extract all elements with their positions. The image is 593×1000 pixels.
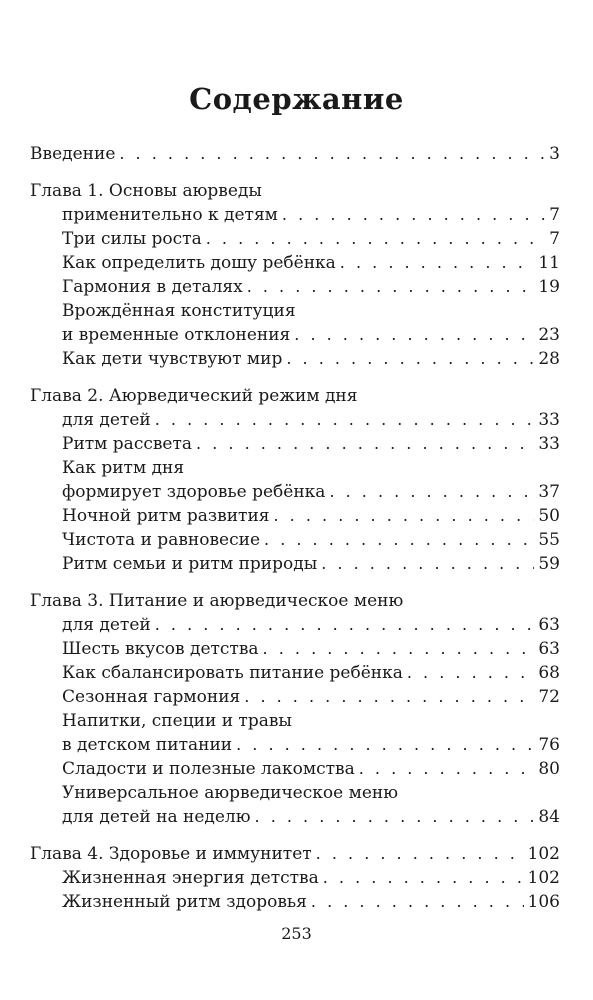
- toc-entry-page: 59: [538, 554, 560, 574]
- toc-entry-page: 11: [538, 253, 560, 273]
- dot-leader: [286, 347, 534, 371]
- toc-entry-title: Как дети чувствуют мир: [62, 349, 283, 369]
- toc-entry-title: и временные отклонения: [62, 325, 291, 345]
- toc-entry-title: Ритм семьи и ритм природы: [62, 554, 318, 574]
- toc-subentry: [30, 528, 560, 552]
- section-spacer: [30, 576, 560, 589]
- dot-leader: [294, 323, 534, 347]
- section-spacer: [30, 829, 560, 842]
- dot-leader: [282, 203, 545, 227]
- toc-entry-title: Введение: [30, 144, 116, 164]
- dot-leader: [155, 613, 535, 637]
- toc-subentry: [30, 552, 560, 576]
- toc-entry-title: Сладости и полезные лакомства: [62, 759, 355, 779]
- toc-entry-title: формирует здоровье ребёнка: [62, 482, 326, 502]
- toc-subentry: [30, 637, 560, 661]
- toc-entry-page: 84: [538, 807, 560, 827]
- toc-subentry: [30, 733, 560, 757]
- dot-leader: [264, 528, 534, 552]
- dot-leader: [119, 142, 545, 166]
- toc-subentry: [30, 781, 560, 805]
- toc-entry-page: 102: [527, 868, 560, 888]
- toc-entry-page: 76: [538, 735, 560, 755]
- toc-entry-page: 37: [538, 482, 560, 502]
- toc-entry-title: Жизненная энергия детства: [62, 868, 319, 888]
- dot-leader: [244, 685, 534, 709]
- dot-leader: [359, 757, 535, 781]
- dot-leader: [323, 866, 524, 890]
- toc-entry-page: 106: [527, 892, 560, 912]
- toc-entry-page: 68: [538, 663, 560, 683]
- toc-entry-title: Три силы роста: [62, 229, 202, 249]
- toc-entry-page: 33: [538, 434, 560, 454]
- toc-entry-title: Чистота и равновесие: [62, 530, 261, 550]
- toc-entry-page: 19: [538, 277, 560, 297]
- toc-entry-title: Универсальное аюрведическое меню: [62, 783, 399, 803]
- toc-subentry: [30, 805, 560, 829]
- toc-entry-page: 63: [538, 639, 560, 659]
- toc-subentry: [30, 757, 560, 781]
- dot-leader: [263, 637, 535, 661]
- toc-subentry: [30, 890, 560, 914]
- toc-chapter: [30, 142, 560, 166]
- toc-subentry: [30, 408, 560, 432]
- toc-subentry: [30, 613, 560, 637]
- toc-entry-page: 63: [538, 615, 560, 635]
- toc-entry-title: для детей на неделю: [62, 807, 251, 827]
- toc-entry-title: Как ритм дня: [62, 458, 185, 478]
- toc-subentry: [30, 275, 560, 299]
- toc-entry-title: Глава 3. Питание и аюрведическое меню: [30, 591, 404, 611]
- toc-chapter: [30, 179, 560, 203]
- dot-leader: [316, 842, 524, 866]
- toc-subentry: [30, 227, 560, 251]
- page-title: Содержание: [189, 82, 404, 116]
- toc-entry-title: Гармония в деталях: [62, 277, 243, 297]
- toc-entry-title: Как определить дошу ребёнка: [62, 253, 336, 273]
- toc-entry-page: 3: [549, 144, 560, 164]
- toc-subentry: [30, 685, 560, 709]
- toc-entry-title: Шесть вкусов детства: [62, 639, 259, 659]
- dot-leader: [206, 227, 545, 251]
- dot-leader: [274, 504, 535, 528]
- toc-subentry: [30, 347, 560, 371]
- dot-leader: [329, 480, 534, 504]
- toc-entry-title: Глава 1. Основы аюрведы: [30, 181, 262, 201]
- toc-entry-page: 72: [538, 687, 560, 707]
- section-spacer: [30, 371, 560, 384]
- toc-entry-title: для детей: [62, 615, 151, 635]
- toc-entry-title: Врождённая конституция: [62, 301, 296, 321]
- toc-entry-page: 80: [538, 759, 560, 779]
- dot-leader: [407, 661, 534, 685]
- toc-entry-title: Ритм рассвета: [62, 434, 193, 454]
- section-spacer: [30, 166, 560, 179]
- toc-subentry: [30, 251, 560, 275]
- toc-chapter: [30, 842, 560, 866]
- toc-subentry: [30, 299, 560, 323]
- toc-entry-title: Жизненный ритм здоровья: [62, 892, 307, 912]
- toc-chapter: [30, 384, 560, 408]
- toc-entry-title: Сезонная гармония: [62, 687, 241, 707]
- dot-leader: [321, 552, 534, 576]
- dot-leader: [247, 275, 535, 299]
- toc-entry-title: Как сбалансировать питание ребёнка: [62, 663, 403, 683]
- toc-subentry: [30, 432, 560, 456]
- toc-subentry: [30, 661, 560, 685]
- table-of-contents: [30, 142, 560, 914]
- toc-subentry: [30, 709, 560, 733]
- toc-entry-page: 28: [538, 349, 560, 369]
- toc-entry-page: 102: [527, 844, 560, 864]
- toc-entry-title: Напитки, специи и травы: [62, 711, 292, 731]
- toc-entry-page: 7: [549, 229, 560, 249]
- toc-entry-title: применительно к детям: [62, 205, 278, 225]
- toc-entry-title: Ночной ритм развития: [62, 506, 270, 526]
- toc-subentry: [30, 480, 560, 504]
- toc-entry-page: 50: [538, 506, 560, 526]
- toc-entry-page: 33: [538, 410, 560, 430]
- toc-entry-title: для детей: [62, 410, 151, 430]
- toc-subentry: [30, 456, 560, 480]
- toc-entry-page: 23: [538, 325, 560, 345]
- page-number: 253: [281, 924, 312, 943]
- toc-entry-page: 7: [549, 205, 560, 225]
- toc-chapter: [30, 589, 560, 613]
- toc-entry-title: Глава 2. Аюрведический режим дня: [30, 386, 358, 406]
- toc-entry-page: 55: [538, 530, 560, 550]
- toc-subentry: [30, 866, 560, 890]
- toc-entry-title: Глава 4. Здоровье и иммунитет: [30, 844, 312, 864]
- dot-leader: [236, 733, 534, 757]
- toc-entry-title: в детском питании: [62, 735, 233, 755]
- toc-subentry: [30, 504, 560, 528]
- dot-leader: [255, 805, 535, 829]
- dot-leader: [311, 890, 524, 914]
- dot-leader: [196, 432, 534, 456]
- dot-leader: [155, 408, 535, 432]
- dot-leader: [340, 251, 535, 275]
- toc-subentry: [30, 323, 560, 347]
- toc-subentry: [30, 203, 560, 227]
